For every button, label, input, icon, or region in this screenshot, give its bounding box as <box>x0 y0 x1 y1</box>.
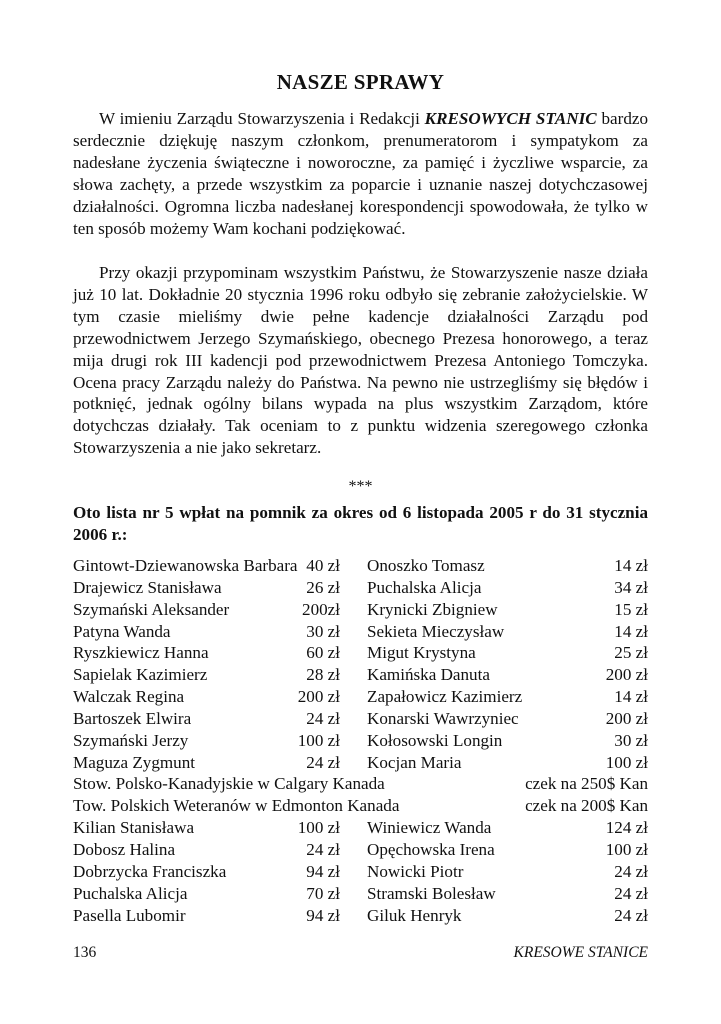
donor-name: Szymański Jerzy <box>73 730 189 750</box>
list-item <box>73 817 648 839</box>
donation-amount: 200zł <box>302 599 340 619</box>
donor-name: Konarski Wawrzyniec <box>367 708 519 728</box>
donor-name: Sekieta Mieczysław <box>367 621 505 641</box>
list-item <box>73 905 648 927</box>
donation-amount: 94 zł <box>306 861 340 881</box>
donation-list-heading: Oto lista nr 5 wpłat na pomnik za okres od 6 listopada 2005 r do 31 stycznia 2006 r.: <box>73 503 648 544</box>
list-item <box>73 555 648 577</box>
magazine-title: KRESOWE STANICE <box>513 944 648 961</box>
donor-name: Onoszko Tomasz <box>367 556 485 575</box>
donor-name: Gintowt-Dziewanowska Barbara <box>73 556 298 575</box>
donation-amount: 60 zł <box>306 643 340 663</box>
list-item <box>73 861 648 883</box>
donor-name: Ryszkiewicz Hanna <box>73 643 209 663</box>
list-item <box>73 642 648 664</box>
list-item <box>73 883 648 905</box>
donation-amount: 14 zł <box>614 621 648 641</box>
donation-amount: 24 zł <box>614 861 648 881</box>
list-item <box>73 839 648 861</box>
donor-name: Opęchowska Irena <box>367 839 495 859</box>
paragraph-anniversary: Przy okazji przypominam wszystkim Państwu, że Stowarzyszenie nasze działa już 10 lat. Dokładnie 20 stycznia 1996 roku odbyło się zebranie założycielskie. W tym czasie mieliśmy dwie pełne kadencje działalności Zarządu pod przewodnictwem Jerzego Szymańskiego, obecnego Prezesa honorowego, a teraz mija drugi rok III kadencji pod przewodnictwem Prezesa Antoniego Tomczyka. Ocena pracy Zarządu należy do Państwa. Na pewno nie ustrzegliśmy się błędów i potknięć, jednak ogólny bilans wypada na plus wszystkim Zarządom, które dotychczas działały. Tak oceniam to z punktu widzenia szeregowego członka Stowarzyszenia a nie jako sekretarz. <box>73 263 648 458</box>
donation-amount: 200 zł <box>605 708 648 728</box>
list-item <box>73 599 648 621</box>
page-title: NASZE SPRAWY <box>276 70 445 94</box>
page-number: 136 <box>73 944 97 961</box>
donation-amount: 124 zł <box>605 818 648 838</box>
donor-name: Puchalska Alicja <box>73 883 188 903</box>
donation-amount: 100 zł <box>605 839 648 859</box>
donor-name: Bartoszek Elwira <box>73 708 192 728</box>
donation-cheque: czek na 250$ Kan <box>525 774 648 794</box>
donation-amount: 14 zł <box>614 687 648 707</box>
donor-name: Winiewicz Wanda <box>367 818 492 838</box>
donor-name: Stramski Bolesław <box>367 883 496 903</box>
donation-amount: 70 zł <box>306 883 340 903</box>
donor-name: Sapielak Kazimierz <box>73 665 208 685</box>
donation-amount: 200 zł <box>605 665 648 685</box>
donor-name: Nowicki Piotr <box>367 861 464 881</box>
donor-organization-name: Tow. Polskich Weteranów w Edmonton Kanada <box>73 796 400 816</box>
donation-amount: 25 zł <box>614 643 648 663</box>
list-item <box>73 752 648 774</box>
donation-amount: 24 zł <box>614 905 648 925</box>
list-item-organization <box>73 773 648 795</box>
donation-amount: 34 zł <box>614 577 648 597</box>
donation-amount: 15 zł <box>614 599 648 619</box>
donor-name: Drajewicz Stanisława <box>73 577 222 597</box>
donation-amount: 24 zł <box>306 752 340 772</box>
list-item <box>73 621 648 643</box>
donor-name: Kilian Stanisława <box>73 818 195 838</box>
donor-name: Kocjan Maria <box>367 752 462 772</box>
donor-name: Kamińska Danuta <box>367 665 490 685</box>
list-item <box>73 577 648 599</box>
donation-amount: 14 zł <box>614 556 648 575</box>
donor-name: Dobosz Halina <box>73 839 176 859</box>
paragraph-thanks <box>73 108 648 239</box>
donation-amount: 24 zł <box>306 839 340 859</box>
donor-organization-name: Stow. Polsko-Kanadyjskie w Calgary Kanada <box>73 774 385 794</box>
section-separator: *** <box>348 478 373 495</box>
donor-name: Dobrzycka Franciszka <box>73 861 227 881</box>
list-item <box>73 686 648 708</box>
donor-name: Krynicki Zbigniew <box>367 599 498 619</box>
donor-name: Pasella Lubomir <box>73 905 186 925</box>
donation-amount: 24 zł <box>614 883 648 903</box>
donation-amount: 24 zł <box>306 708 340 728</box>
donation-amount: 100 zł <box>605 752 648 772</box>
donation-amount: 30 zł <box>614 730 648 750</box>
donation-amount: 200 zł <box>297 687 340 707</box>
magazine-name-emphasis: KRESOWYCH STANIC <box>424 109 597 128</box>
list-item <box>73 664 648 686</box>
donor-name: Patyna Wanda <box>73 621 171 641</box>
donor-name: Szymański Aleksander <box>73 599 230 619</box>
donation-list <box>73 555 648 926</box>
list-item <box>73 730 648 752</box>
list-item-organization <box>73 795 648 817</box>
donor-name: Maguza Zygmunt <box>73 752 196 772</box>
donor-name: Kołosowski Longin <box>367 730 503 750</box>
donor-name: Puchalska Alicja <box>367 577 482 597</box>
list-item <box>73 708 648 730</box>
donor-name: Migut Krystyna <box>367 643 476 663</box>
donation-amount: 94 zł <box>306 905 340 925</box>
donation-amount: 100 zł <box>297 730 340 750</box>
donation-amount: 26 zł <box>306 577 340 597</box>
donation-amount: 28 zł <box>306 665 340 685</box>
donor-name: Zapałowicz Kazimierz <box>367 687 523 707</box>
donation-amount: 30 zł <box>306 621 340 641</box>
donor-name: Giluk Henryk <box>367 905 462 925</box>
donor-name: Walczak Regina <box>73 687 185 707</box>
paragraph-thanks-rest: bardzo serdecznie dziękuję naszym członkom, prenumeratorom i sympatykom za nadesłane życzenia świąteczne i noworoczne, za pamięć i życzliwe wsparcie, za słowa zachęty, a przede wszystkim za poparcie i uznanie naszej dotychczasowej działalności. Ogromna liczba nadesłanej korespondencji spowodowała, że tylko w ten sposób możemy Wam kochani podziękować. <box>73 109 649 238</box>
donation-amount: 100 zł <box>297 818 340 838</box>
paragraph-thanks-intro: W imieniu Zarządu Stowarzyszenia i Redakcji <box>99 109 425 128</box>
donation-amount: 40 zł <box>306 556 340 575</box>
donation-cheque: czek na 200$ Kan <box>525 796 648 816</box>
